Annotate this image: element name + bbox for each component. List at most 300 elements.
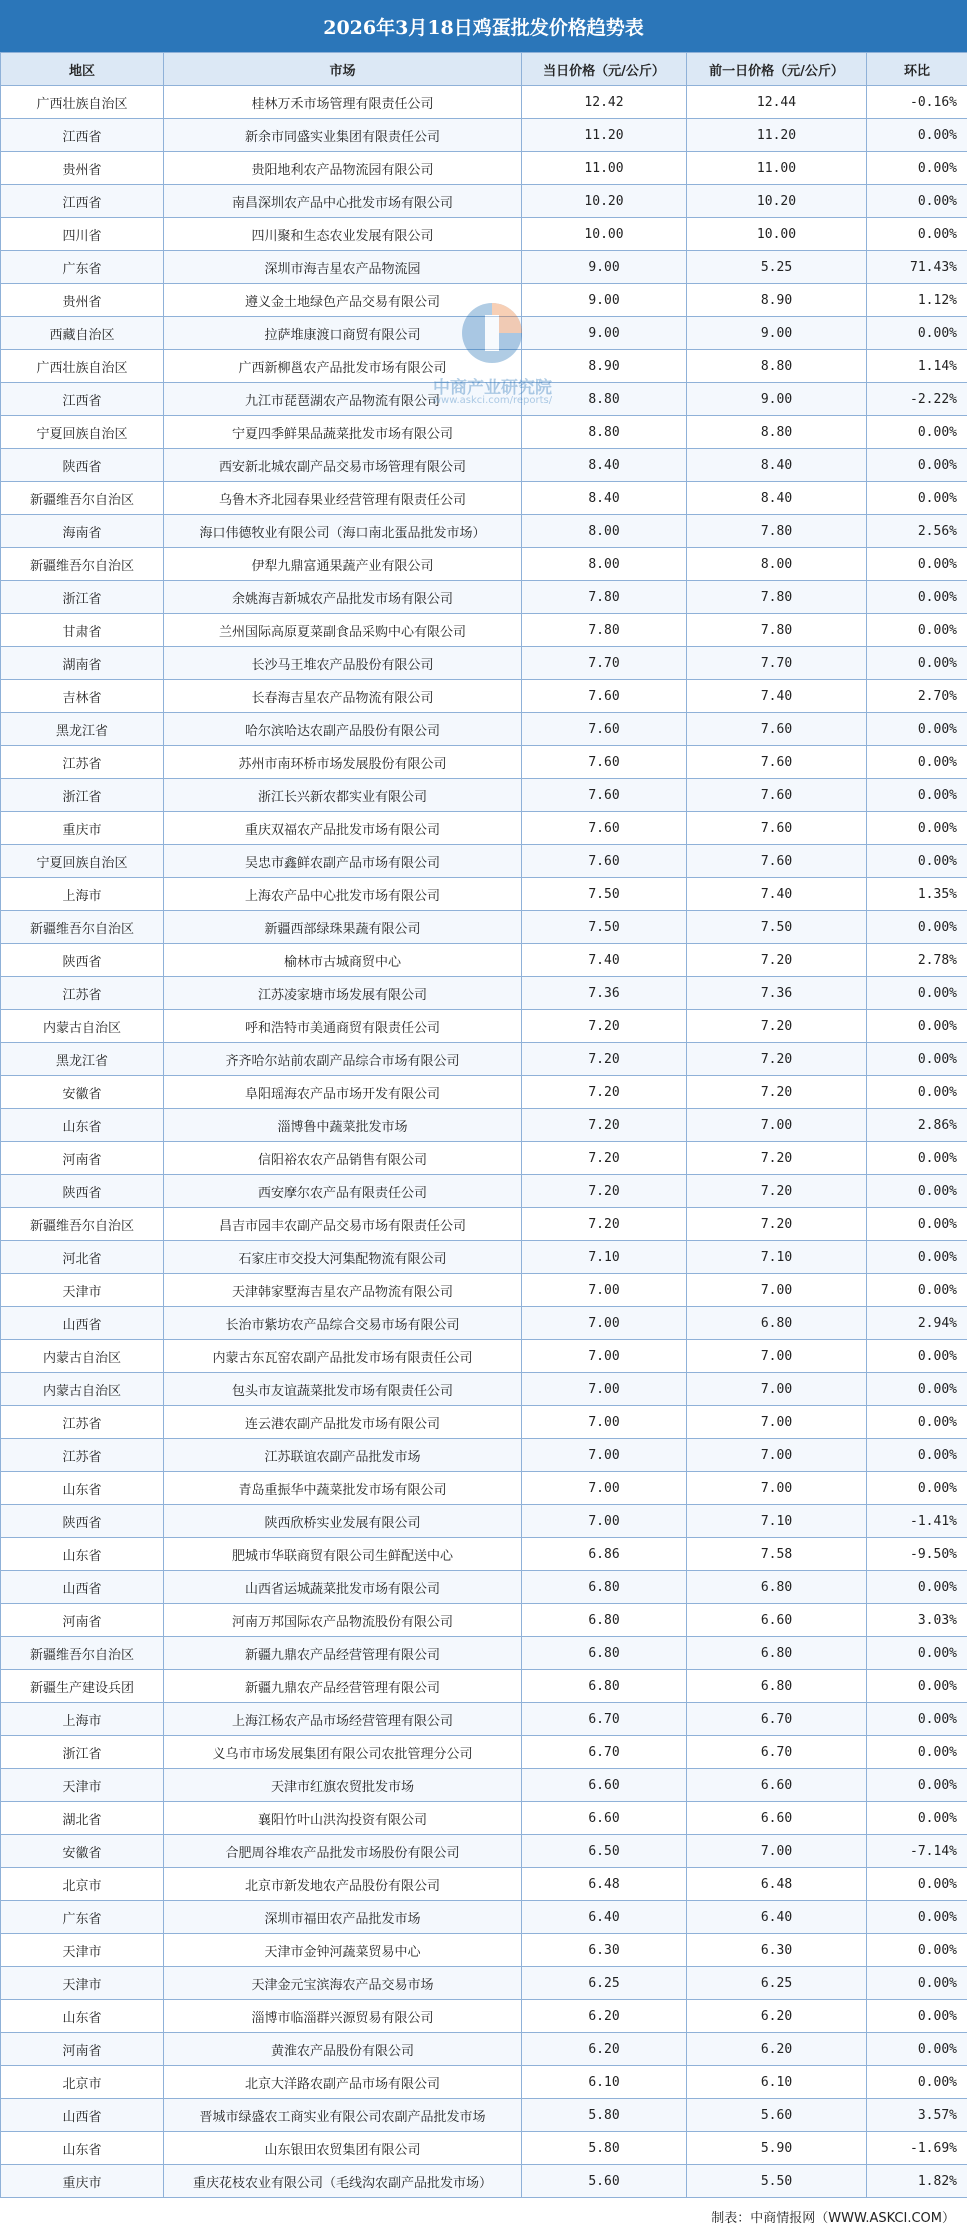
cell-prev-price: 6.25: [687, 1967, 867, 2000]
cell-market: 新疆西部绿珠果蔬有限公司: [164, 911, 522, 944]
source-footer: 制表：中商情报网（WWW.ASKCI.COM）: [711, 2211, 955, 2226]
cell-today-price: 7.00: [522, 1307, 687, 1340]
cell-today-price: 6.20: [522, 2033, 687, 2066]
cell-change: 0.00%: [867, 1934, 967, 1967]
table-row: [1, 482, 967, 515]
table-row: [1, 1241, 967, 1274]
table-row: [1, 416, 967, 449]
cell-change: 0.00%: [867, 614, 967, 647]
cell-change: 0.00%: [867, 845, 967, 878]
table-row: [1, 218, 967, 251]
cell-market: 遵义金土地绿色产品交易有限公司: [164, 284, 522, 317]
table-row: [1, 515, 967, 548]
cell-change: 0.00%: [867, 1571, 967, 1604]
cell-prev-price: 9.00: [687, 383, 867, 416]
cell-today-price: 7.00: [522, 1274, 687, 1307]
cell-market: 长治市紫坊农产品综合交易市场有限公司: [164, 1307, 522, 1340]
cell-region: 湖北省: [1, 1802, 164, 1835]
cell-market: 深圳市福田农产品批发市场: [164, 1901, 522, 1934]
table-row: [1, 1307, 967, 1340]
cell-market: 晋城市绿盛农工商实业有限公司农副产品批发市场: [164, 2099, 522, 2132]
cell-market: 北京市新发地农产品股份有限公司: [164, 1868, 522, 1901]
cell-market: 新疆九鼎农产品经营管理有限公司: [164, 1670, 522, 1703]
table-row: [1, 944, 967, 977]
cell-region: 山东省: [1, 1109, 164, 1142]
table-row: [1, 1802, 967, 1835]
cell-today-price: 8.80: [522, 416, 687, 449]
table-row: [1, 1109, 967, 1142]
cell-prev-price: 7.10: [687, 1241, 867, 1274]
table-row: [1, 119, 967, 152]
table-row: [1, 2132, 967, 2165]
table-row: [1, 911, 967, 944]
cell-prev-price: 7.60: [687, 779, 867, 812]
cell-today-price: 8.00: [522, 548, 687, 581]
cell-region: 新疆维吾尔自治区: [1, 911, 164, 944]
cell-region: 黑龙江省: [1, 713, 164, 746]
cell-region: 新疆生产建设兵团: [1, 1670, 164, 1703]
cell-change: 0.00%: [867, 1703, 967, 1736]
cell-market: 兰州国际高原夏菜副食品采购中心有限公司: [164, 614, 522, 647]
table-row: [1, 449, 967, 482]
cell-prev-price: 7.20: [687, 1076, 867, 1109]
table-row: [1, 812, 967, 845]
cell-region: 内蒙古自治区: [1, 1340, 164, 1373]
cell-change: -2.22%: [867, 383, 967, 416]
cell-change: 2.94%: [867, 1307, 967, 1340]
cell-change: 71.43%: [867, 251, 967, 284]
cell-market: 西安新北城农副产品交易市场管理有限公司: [164, 449, 522, 482]
cell-today-price: 6.86: [522, 1538, 687, 1571]
cell-today-price: 7.20: [522, 1043, 687, 1076]
cell-today-price: 6.70: [522, 1703, 687, 1736]
table-row: [1, 317, 967, 350]
cell-change: 0.00%: [867, 779, 967, 812]
cell-region: 贵州省: [1, 152, 164, 185]
cell-prev-price: 6.20: [687, 2000, 867, 2033]
cell-today-price: 12.42: [522, 86, 687, 119]
cell-region: 山西省: [1, 1571, 164, 1604]
cell-today-price: 7.00: [522, 1439, 687, 1472]
cell-change: 0.00%: [867, 1076, 967, 1109]
cell-region: 河南省: [1, 1142, 164, 1175]
cell-prev-price: 7.36: [687, 977, 867, 1010]
cell-market: 山西省运城蔬菜批发市场有限公司: [164, 1571, 522, 1604]
cell-region: 内蒙古自治区: [1, 1373, 164, 1406]
cell-change: 0.00%: [867, 1802, 967, 1835]
cell-prev-price: 9.00: [687, 317, 867, 350]
cell-prev-price: 5.60: [687, 2099, 867, 2132]
cell-market: 伊犁九鼎富通果蔬产业有限公司: [164, 548, 522, 581]
table-row: [1, 1208, 967, 1241]
cell-prev-price: 7.20: [687, 944, 867, 977]
cell-region: 黑龙江省: [1, 1043, 164, 1076]
table-row: [1, 1406, 967, 1439]
cell-change: 0.00%: [867, 1868, 967, 1901]
cell-change: 1.14%: [867, 350, 967, 383]
cell-region: 新疆维吾尔自治区: [1, 1637, 164, 1670]
cell-today-price: 7.60: [522, 845, 687, 878]
cell-region: 广东省: [1, 251, 164, 284]
col-header-today-price: 当日价格（元/公斤）: [522, 53, 687, 86]
cell-market: 山东银田农贸集团有限公司: [164, 2132, 522, 2165]
cell-change: 1.12%: [867, 284, 967, 317]
col-header-prev-price: 前一日价格（元/公斤）: [687, 53, 867, 86]
cell-change: 0.00%: [867, 317, 967, 350]
cell-prev-price: 5.90: [687, 2132, 867, 2165]
table-row: [1, 1340, 967, 1373]
cell-market: 昌吉市园丰农副产品交易市场有限责任公司: [164, 1208, 522, 1241]
cell-region: 广西壮族自治区: [1, 86, 164, 119]
cell-change: 3.57%: [867, 2099, 967, 2132]
cell-today-price: 7.80: [522, 581, 687, 614]
cell-market: 上海江杨农产品市场经营管理有限公司: [164, 1703, 522, 1736]
cell-change: 3.03%: [867, 1604, 967, 1637]
price-table: [0, 52, 967, 2198]
cell-prev-price: 8.40: [687, 482, 867, 515]
cell-prev-price: 6.70: [687, 1736, 867, 1769]
cell-prev-price: 12.44: [687, 86, 867, 119]
cell-prev-price: 7.80: [687, 515, 867, 548]
cell-change: 0.00%: [867, 119, 967, 152]
cell-market: 广西新柳邕农产品批发市场有限公司: [164, 350, 522, 383]
cell-today-price: 7.00: [522, 1406, 687, 1439]
cell-prev-price: 7.20: [687, 1043, 867, 1076]
cell-today-price: 7.20: [522, 1109, 687, 1142]
table-row: [1, 647, 967, 680]
cell-region: 河南省: [1, 2033, 164, 2066]
cell-region: 江西省: [1, 383, 164, 416]
cell-change: 0.00%: [867, 548, 967, 581]
cell-change: 0.00%: [867, 2033, 967, 2066]
cell-today-price: 7.00: [522, 1472, 687, 1505]
cell-change: 0.00%: [867, 1373, 967, 1406]
cell-market: 陕西欣桥实业发展有限公司: [164, 1505, 522, 1538]
cell-market: 新余市同盛实业集团有限责任公司: [164, 119, 522, 152]
table-row: [1, 383, 967, 416]
cell-region: 江苏省: [1, 1439, 164, 1472]
cell-today-price: 7.60: [522, 746, 687, 779]
cell-today-price: 5.80: [522, 2099, 687, 2132]
table-row: [1, 1901, 967, 1934]
cell-today-price: 6.80: [522, 1571, 687, 1604]
cell-market: 淄博市临淄群兴源贸易有限公司: [164, 2000, 522, 2033]
cell-prev-price: 7.20: [687, 1208, 867, 1241]
cell-today-price: 7.60: [522, 713, 687, 746]
cell-today-price: 6.80: [522, 1670, 687, 1703]
cell-change: 0.00%: [867, 713, 967, 746]
cell-prev-price: 7.60: [687, 746, 867, 779]
cell-market: 江苏凌家塘市场发展有限公司: [164, 977, 522, 1010]
cell-region: 山东省: [1, 2000, 164, 2033]
cell-prev-price: 7.50: [687, 911, 867, 944]
cell-region: 天津市: [1, 1967, 164, 2000]
cell-market: 青岛重振华中蔬菜批发市场有限公司: [164, 1472, 522, 1505]
table-row: [1, 977, 967, 1010]
cell-prev-price: 8.00: [687, 548, 867, 581]
table-row: [1, 713, 967, 746]
table-row: [1, 746, 967, 779]
cell-change: -1.41%: [867, 1505, 967, 1538]
cell-today-price: 6.30: [522, 1934, 687, 1967]
cell-market: 重庆双福农产品批发市场有限公司: [164, 812, 522, 845]
cell-change: -9.50%: [867, 1538, 967, 1571]
table-row: [1, 1571, 967, 1604]
cell-prev-price: 8.80: [687, 416, 867, 449]
cell-prev-price: 7.60: [687, 845, 867, 878]
cell-region: 江苏省: [1, 1406, 164, 1439]
cell-region: 浙江省: [1, 779, 164, 812]
table-row: [1, 1967, 967, 2000]
table-row: [1, 1868, 967, 1901]
table-row: [1, 2165, 967, 2198]
cell-prev-price: 6.40: [687, 1901, 867, 1934]
cell-today-price: 8.90: [522, 350, 687, 383]
cell-market: 宁夏四季鲜果品蔬菜批发市场有限公司: [164, 416, 522, 449]
cell-today-price: 7.36: [522, 977, 687, 1010]
cell-market: 苏州市南环桥市场发展股份有限公司: [164, 746, 522, 779]
cell-change: 0.00%: [867, 218, 967, 251]
cell-market: 长沙马王堆农产品股份有限公司: [164, 647, 522, 680]
cell-market: 天津韩家墅海吉星农产品物流有限公司: [164, 1274, 522, 1307]
table-row: [1, 1010, 967, 1043]
table-row: [1, 1637, 967, 1670]
table-row: [1, 548, 967, 581]
cell-market: 贵阳地利农产品物流园有限公司: [164, 152, 522, 185]
cell-region: 上海市: [1, 878, 164, 911]
cell-today-price: 7.70: [522, 647, 687, 680]
table-row: [1, 845, 967, 878]
cell-today-price: 7.20: [522, 1142, 687, 1175]
cell-change: 2.56%: [867, 515, 967, 548]
cell-market: 乌鲁木齐北园春果业经营管理有限责任公司: [164, 482, 522, 515]
table-row: [1, 1505, 967, 1538]
cell-prev-price: 6.60: [687, 1604, 867, 1637]
cell-today-price: 6.48: [522, 1868, 687, 1901]
cell-change: 1.82%: [867, 2165, 967, 2198]
cell-market: 拉萨堆康渡口商贸有限公司: [164, 317, 522, 350]
cell-change: 0.00%: [867, 152, 967, 185]
cell-prev-price: 10.20: [687, 185, 867, 218]
cell-prev-price: 6.80: [687, 1670, 867, 1703]
cell-change: 0.00%: [867, 581, 967, 614]
table-row: [1, 1934, 967, 1967]
cell-prev-price: 5.50: [687, 2165, 867, 2198]
cell-prev-price: 10.00: [687, 218, 867, 251]
cell-region: 山东省: [1, 1472, 164, 1505]
cell-change: 0.00%: [867, 2066, 967, 2099]
cell-today-price: 7.20: [522, 1010, 687, 1043]
cell-change: 0.00%: [867, 1142, 967, 1175]
cell-market: 襄阳竹叶山洪沟投资有限公司: [164, 1802, 522, 1835]
cell-change: -7.14%: [867, 1835, 967, 1868]
cell-change: 0.00%: [867, 911, 967, 944]
cell-region: 山西省: [1, 2099, 164, 2132]
cell-prev-price: 8.90: [687, 284, 867, 317]
cell-change: 0.00%: [867, 482, 967, 515]
cell-prev-price: 6.80: [687, 1571, 867, 1604]
cell-prev-price: 7.58: [687, 1538, 867, 1571]
cell-change: -1.69%: [867, 2132, 967, 2165]
cell-market: 淄博鲁中蔬菜批发市场: [164, 1109, 522, 1142]
cell-prev-price: 7.20: [687, 1010, 867, 1043]
cell-region: 上海市: [1, 1703, 164, 1736]
table-row: [1, 284, 967, 317]
table-row: [1, 1835, 967, 1868]
table-row: [1, 2000, 967, 2033]
cell-change: 0.00%: [867, 1670, 967, 1703]
cell-today-price: 11.00: [522, 152, 687, 185]
table-title: 2026年3月18日鸡蛋批发价格趋势表: [0, 0, 967, 52]
cell-market: 浙江长兴新农都实业有限公司: [164, 779, 522, 812]
col-header-change: 环比: [867, 53, 967, 86]
cell-region: 天津市: [1, 1274, 164, 1307]
cell-today-price: 6.80: [522, 1604, 687, 1637]
table-row: [1, 185, 967, 218]
cell-change: 0.00%: [867, 1637, 967, 1670]
col-header-market: 市场: [164, 53, 522, 86]
cell-prev-price: 6.48: [687, 1868, 867, 1901]
table-row: [1, 878, 967, 911]
cell-change: 0.00%: [867, 1967, 967, 2000]
cell-region: 安徽省: [1, 1076, 164, 1109]
cell-change: -0.16%: [867, 86, 967, 119]
cell-prev-price: 7.00: [687, 1439, 867, 1472]
cell-region: 陕西省: [1, 944, 164, 977]
cell-today-price: 7.50: [522, 878, 687, 911]
cell-prev-price: 7.00: [687, 1340, 867, 1373]
cell-prev-price: 7.70: [687, 647, 867, 680]
table-row: [1, 581, 967, 614]
cell-market: 包头市友谊蔬菜批发市场有限责任公司: [164, 1373, 522, 1406]
cell-change: 0.00%: [867, 2000, 967, 2033]
cell-prev-price: 7.00: [687, 1472, 867, 1505]
cell-market: 河南万邦国际农产品物流股份有限公司: [164, 1604, 522, 1637]
cell-prev-price: 7.40: [687, 878, 867, 911]
cell-region: 江西省: [1, 119, 164, 152]
cell-change: 0.00%: [867, 812, 967, 845]
cell-market: 西安摩尔农产品有限责任公司: [164, 1175, 522, 1208]
cell-region: 北京市: [1, 2066, 164, 2099]
table-row: [1, 680, 967, 713]
cell-region: 吉林省: [1, 680, 164, 713]
cell-region: 天津市: [1, 1769, 164, 1802]
cell-prev-price: 8.40: [687, 449, 867, 482]
cell-region: 宁夏回族自治区: [1, 845, 164, 878]
cell-market: 连云港农副产品批发市场有限公司: [164, 1406, 522, 1439]
cell-prev-price: 7.00: [687, 1109, 867, 1142]
cell-region: 北京市: [1, 1868, 164, 1901]
cell-today-price: 6.70: [522, 1736, 687, 1769]
cell-today-price: 9.00: [522, 284, 687, 317]
table-row: [1, 1604, 967, 1637]
cell-change: 0.00%: [867, 185, 967, 218]
cell-prev-price: 6.70: [687, 1703, 867, 1736]
cell-market: 榆林市古城商贸中心: [164, 944, 522, 977]
cell-today-price: 10.20: [522, 185, 687, 218]
cell-prev-price: 7.20: [687, 1175, 867, 1208]
cell-region: 河南省: [1, 1604, 164, 1637]
cell-prev-price: 6.80: [687, 1637, 867, 1670]
table-row: [1, 350, 967, 383]
cell-market: 黄淮农产品股份有限公司: [164, 2033, 522, 2066]
cell-region: 海南省: [1, 515, 164, 548]
table-row: [1, 1703, 967, 1736]
cell-market: 内蒙古东瓦窑农副产品批发市场有限责任公司: [164, 1340, 522, 1373]
cell-today-price: 7.00: [522, 1505, 687, 1538]
cell-region: 广西壮族自治区: [1, 350, 164, 383]
cell-change: 0.00%: [867, 449, 967, 482]
cell-market: 江苏联谊农副产品批发市场: [164, 1439, 522, 1472]
cell-change: 0.00%: [867, 1439, 967, 1472]
cell-change: 0.00%: [867, 1043, 967, 1076]
cell-market: 海口伟德牧业有限公司（海口南北蛋品批发市场）: [164, 515, 522, 548]
table-row: [1, 1538, 967, 1571]
cell-prev-price: 11.20: [687, 119, 867, 152]
cell-today-price: 6.60: [522, 1802, 687, 1835]
cell-prev-price: 7.00: [687, 1274, 867, 1307]
cell-region: 重庆市: [1, 2165, 164, 2198]
cell-today-price: 6.50: [522, 1835, 687, 1868]
cell-prev-price: 7.00: [687, 1373, 867, 1406]
cell-today-price: 7.60: [522, 680, 687, 713]
cell-today-price: 7.40: [522, 944, 687, 977]
table-row: [1, 1175, 967, 1208]
cell-prev-price: 11.00: [687, 152, 867, 185]
table-row: [1, 2066, 967, 2099]
cell-prev-price: 6.20: [687, 2033, 867, 2066]
cell-change: 0.00%: [867, 416, 967, 449]
cell-today-price: 8.40: [522, 482, 687, 515]
cell-today-price: 7.20: [522, 1175, 687, 1208]
cell-region: 天津市: [1, 1934, 164, 1967]
cell-today-price: 7.20: [522, 1076, 687, 1109]
cell-region: 新疆维吾尔自治区: [1, 482, 164, 515]
cell-region: 山东省: [1, 2132, 164, 2165]
cell-today-price: 7.00: [522, 1373, 687, 1406]
cell-today-price: 11.20: [522, 119, 687, 152]
cell-market: 哈尔滨哈达农副产品股份有限公司: [164, 713, 522, 746]
cell-market: 吴忠市鑫鲜农副产品市场有限公司: [164, 845, 522, 878]
table-row: [1, 1373, 967, 1406]
cell-region: 陕西省: [1, 449, 164, 482]
cell-prev-price: 5.25: [687, 251, 867, 284]
cell-prev-price: 6.60: [687, 1769, 867, 1802]
table-row: [1, 1076, 967, 1109]
cell-today-price: 7.60: [522, 779, 687, 812]
cell-prev-price: 6.10: [687, 2066, 867, 2099]
cell-region: 内蒙古自治区: [1, 1010, 164, 1043]
cell-change: 0.00%: [867, 1901, 967, 1934]
cell-region: 西藏自治区: [1, 317, 164, 350]
cell-change: 0.00%: [867, 647, 967, 680]
cell-market: 四川聚和生态农业发展有限公司: [164, 218, 522, 251]
cell-region: 江苏省: [1, 746, 164, 779]
cell-change: 0.00%: [867, 1769, 967, 1802]
cell-prev-price: 6.30: [687, 1934, 867, 1967]
cell-change: 0.00%: [867, 1472, 967, 1505]
cell-market: 桂林万禾市场管理有限责任公司: [164, 86, 522, 119]
cell-market: 阜阳瑶海农产品市场开发有限公司: [164, 1076, 522, 1109]
table-row: [1, 1670, 967, 1703]
cell-prev-price: 7.80: [687, 614, 867, 647]
table-row: [1, 1769, 967, 1802]
cell-prev-price: 7.60: [687, 812, 867, 845]
cell-prev-price: 7.60: [687, 713, 867, 746]
table-body: [1, 86, 967, 2198]
table-row: [1, 1472, 967, 1505]
cell-today-price: 7.10: [522, 1241, 687, 1274]
